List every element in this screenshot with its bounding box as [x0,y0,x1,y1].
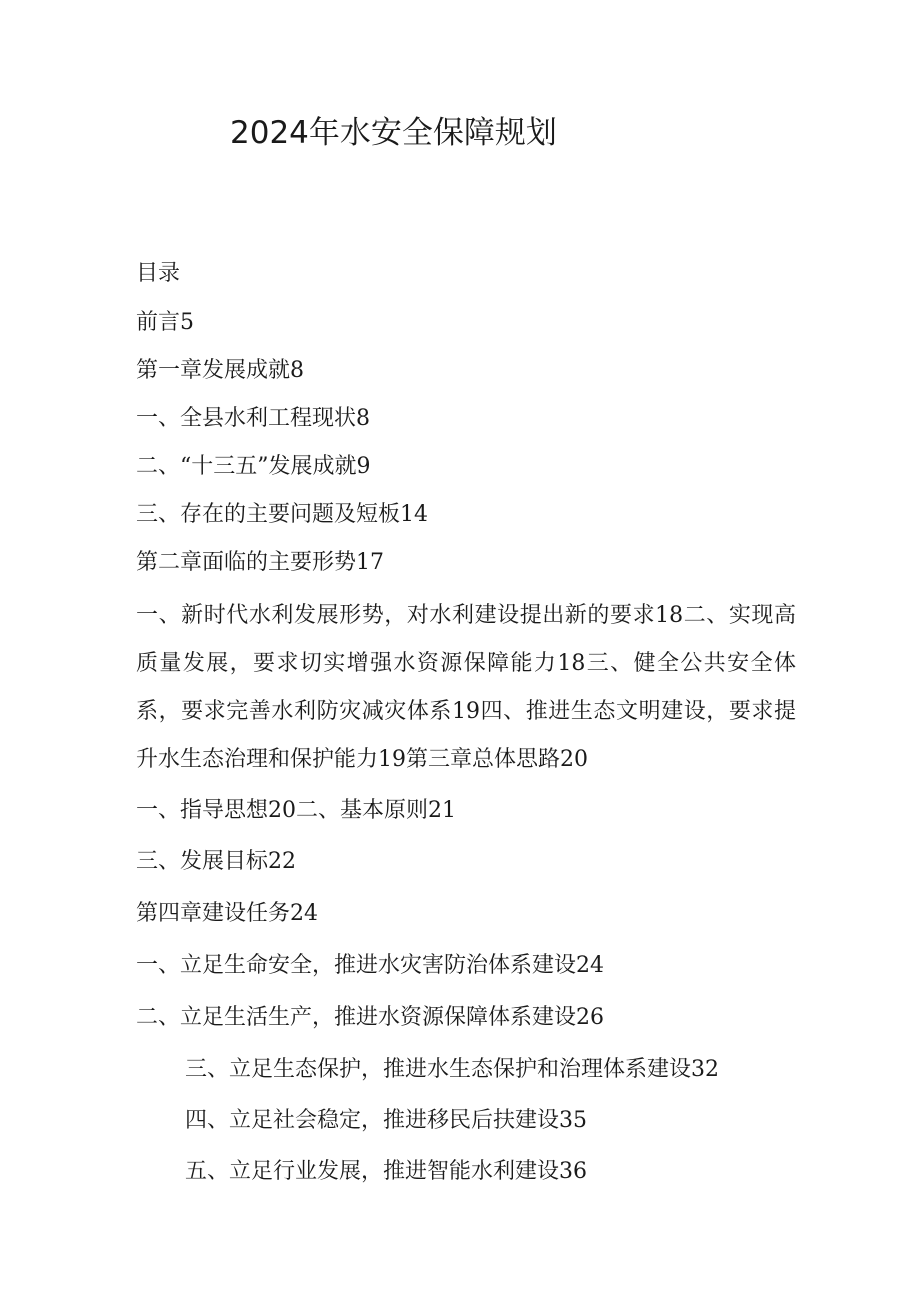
toc-entry: 三、存在的主要问题及短板14 [136,502,428,527]
toc-entry: 第四章建设任务24 [136,901,318,926]
toc-entry: 一、立足生命安全，推进水灾害防治体系建设24 [136,953,604,978]
toc-entry: 二、立足生活生产，推进水资源保障体系建设26 [136,1005,604,1030]
toc-entry: 第二章面临的主要形势17 [136,550,384,575]
toc-entry-indented: 四、立足社会稳定，推进移民后扶建设35 [185,1108,587,1133]
toc-merged-entries: 一、新时代水利发展形势，对水利建设提出新的要求18二、实现高质量发展，要求切实增强水资源保障能力18三、健全公共安全体系，要求完善水利防灾减灾体系19四、推进生态文明建设，要求提升水生态治理和保护能力19第三章总体思路20 [136,603,796,772]
toc-entry-indented: 三、立足生态保护，推进水生态保护和治理体系建设32 [185,1057,719,1082]
toc-entry: 第一章发展成就8 [136,358,304,383]
document-title: 2024年水安全保障规划 [230,115,557,151]
toc-entry: 一、指导思想20二、基本原则21 [136,798,456,823]
toc-entry: 三、发展目标22 [136,849,296,874]
toc-entry: 二、“十三五”发展成就9 [136,454,371,479]
toc-entry: 前言5 [136,310,194,335]
toc-entry-indented: 五、立足行业发展，推进智能水利建设36 [185,1159,587,1184]
toc-heading: 目录 [136,261,181,286]
toc-entry: 一、全县水利工程现状8 [136,406,370,431]
